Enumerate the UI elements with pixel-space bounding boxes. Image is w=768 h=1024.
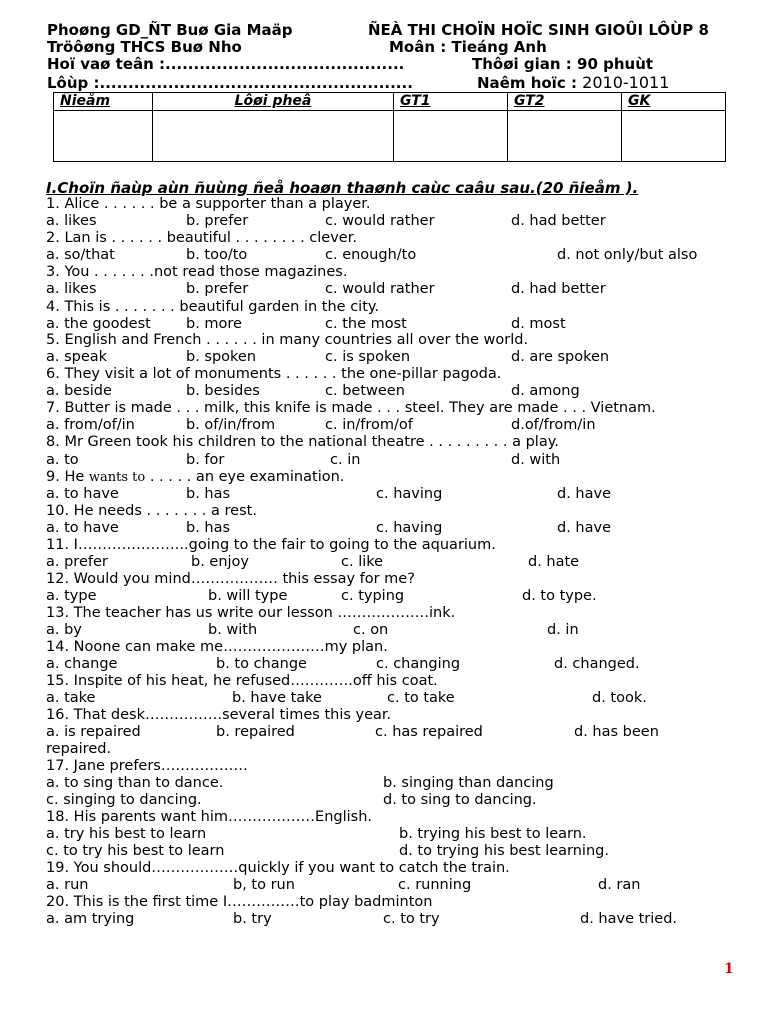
option: a. change	[46, 656, 118, 672]
option: a. from/of/in	[46, 417, 135, 433]
question-12: 12. Would you mind……………… this essay for me?	[46, 571, 415, 587]
option: c. the most	[325, 316, 407, 332]
option-continuation: repaired.	[46, 741, 112, 757]
option: d. hate	[528, 554, 580, 570]
option: b. will type	[208, 588, 288, 604]
option: d. changed.	[554, 656, 640, 672]
comment-header: Lôøi pheâ	[153, 93, 394, 111]
student-name-field: Hoï vaø teân :..........................................	[47, 55, 405, 73]
option: a. the goodest	[46, 316, 151, 332]
school-year-label: Naêm hoïc :	[477, 74, 583, 92]
option: c. on	[353, 622, 389, 638]
option: d. among	[511, 383, 580, 399]
question-9-part1: 9. He	[46, 469, 89, 485]
option: a. so/that	[46, 247, 115, 263]
option: a. by	[46, 622, 82, 638]
option: a. beside	[46, 383, 112, 399]
question-3: 3. You . . . . . . .not read those magazines.	[46, 264, 348, 280]
option: a. type	[46, 588, 97, 604]
option: c. like	[341, 554, 384, 570]
option: b. repaired	[216, 724, 295, 740]
option: b. has	[186, 520, 231, 536]
option: b. besides	[186, 383, 260, 399]
question-10: 10. He needs . . . . . . . a rest.	[46, 503, 257, 519]
option: a. to have	[46, 486, 119, 502]
option: b. trying his best to learn.	[399, 826, 587, 842]
section-title: I.Choïn ñaùp aùn ñuùng ñeå hoaøn thaønh caùc caâu sau.(20 ñieåm ).	[46, 179, 639, 197]
option: c. to try	[383, 911, 440, 927]
question-1: 1. Alice . . . . . . be a supporter than a player.	[46, 196, 371, 212]
option: b. to change	[216, 656, 307, 672]
option: c. having	[376, 486, 443, 502]
department-name: Phoøng GD_ÑT Buø Gia Maäp	[47, 21, 293, 39]
examiner2-cell	[508, 111, 622, 162]
option: b. prefer	[186, 281, 249, 297]
option: c. running	[398, 877, 472, 893]
score-table	[53, 92, 726, 162]
option: b. for	[186, 452, 225, 468]
option: c. in/from/of	[325, 417, 413, 433]
option: c. enough/to	[325, 247, 417, 263]
examiner2-header: GT2	[508, 93, 622, 111]
question-14: 14. Noone can make me…………………my plan.	[46, 639, 388, 655]
school-name: Tröôøng THCS Buø Nho	[47, 38, 242, 56]
option: d. with	[511, 452, 561, 468]
option: c. in	[330, 452, 361, 468]
examiner1-header: GT1	[394, 93, 508, 111]
option: a. prefer	[46, 554, 108, 570]
supervisor-header: GK	[622, 93, 726, 111]
option: a. likes	[46, 213, 97, 229]
option: d. most	[511, 316, 566, 332]
option: d.of/from/in	[511, 417, 596, 433]
question-13: 13. The teacher has us write our lesson ……………….ink.	[46, 605, 456, 621]
option: a. take	[46, 690, 96, 706]
question-7: 7. Butter is made . . . milk, this knife is made . . . steel. They are made . . . Vietnam.	[46, 400, 656, 416]
score-cell	[54, 111, 153, 162]
option: c. having	[376, 520, 443, 536]
option: a. speak	[46, 349, 108, 365]
question-20: 20. This is the first time I……………to play badminton	[46, 894, 433, 910]
option: c. would rather	[325, 213, 435, 229]
option: a. to	[46, 452, 79, 468]
option: b. has	[186, 486, 231, 502]
score-header: Ñieåm	[54, 93, 153, 111]
option: b. with	[208, 622, 258, 638]
option: d. have tried.	[580, 911, 678, 927]
option: b, to run	[233, 877, 295, 893]
question-9-part2: wants to	[88, 470, 146, 485]
option: c. to take	[387, 690, 455, 706]
option: d. in	[547, 622, 579, 638]
option: b. singing than dancing	[383, 775, 554, 791]
option: d. had better	[511, 213, 606, 229]
school-year	[477, 74, 669, 92]
subject: Moân : Tieáng Anh	[389, 38, 547, 56]
question-8: 8. Mr Green took his children to the national theatre . . . . . . . . . a play.	[46, 434, 559, 450]
option: c. has repaired	[375, 724, 483, 740]
option: b. try	[233, 911, 272, 927]
time-allowed: Thôøi gian : 90 phuùt	[472, 55, 654, 73]
examiner1-cell	[394, 111, 508, 162]
question-9	[46, 469, 344, 486]
option: c. to try his best to learn	[46, 843, 225, 859]
class-field: Lôùp :.......................................................	[47, 74, 413, 92]
option: b. of/in/from	[186, 417, 276, 433]
option: c. typing	[341, 588, 405, 604]
option: d. to trying his best learning.	[399, 843, 609, 859]
page-number: 1	[724, 961, 734, 977]
option: b. prefer	[186, 213, 249, 229]
option: b. have take	[232, 690, 322, 706]
option: b. spoken	[186, 349, 257, 365]
option: d. to sing to dancing.	[383, 792, 537, 808]
option: d. ran	[598, 877, 641, 893]
question-15: 15. Inspite of his heat, he refused………….off his coat.	[46, 673, 438, 689]
option: a. try his best to learn	[46, 826, 207, 842]
option: d. had better	[511, 281, 606, 297]
exam-title: ÑEÀ THI CHOÏN HOÏC SINH GIOÛI LÔÙP 8	[368, 21, 709, 39]
question-18: 18. His parents want him………………English.	[46, 809, 372, 825]
option: c. would rather	[325, 281, 435, 297]
question-4: 4. This is . . . . . . . beautiful garden in the city.	[46, 299, 380, 315]
option: d. are spoken	[511, 349, 610, 365]
question-2: 2. Lan is . . . . . . beautiful . . . . . . . . clever.	[46, 230, 357, 246]
option: a. run	[46, 877, 89, 893]
option: b. enjoy	[191, 554, 250, 570]
supervisor-cell	[622, 111, 726, 162]
option: b. too/to	[186, 247, 248, 263]
option: c. is spoken	[325, 349, 411, 365]
option: a. to sing than to dance.	[46, 775, 224, 791]
question-11: 11. I…………………..going to the fair to going to the aquarium.	[46, 537, 496, 553]
option: c. singing to dancing.	[46, 792, 202, 808]
school-year-value: 2010-1011	[582, 73, 670, 92]
option: d. have	[557, 520, 611, 536]
question-19: 19. You should………………quickly if you want to catch the train.	[46, 860, 510, 876]
option: a. to have	[46, 520, 119, 536]
option: c. between	[325, 383, 405, 399]
option: d. has been	[574, 724, 659, 740]
question-16: 16. That desk…………….several times this year.	[46, 707, 392, 723]
question-5: 5. English and French . . . . . . in many countries all over the world.	[46, 332, 529, 348]
option: d. took.	[592, 690, 647, 706]
question-6: 6. They visit a lot of monuments . . . . . . the one-pillar pagoda.	[46, 366, 502, 382]
option: b. more	[186, 316, 242, 332]
option: a. am trying	[46, 911, 135, 927]
option: d. not only/but also	[557, 247, 698, 263]
option: d. to type.	[522, 588, 597, 604]
question-9-part3: . . . . . an eye examination.	[145, 469, 345, 485]
comment-cell	[153, 111, 394, 162]
option: d. have	[557, 486, 611, 502]
option: a. likes	[46, 281, 97, 297]
option: c. changing	[376, 656, 461, 672]
option: a. is repaired	[46, 724, 141, 740]
question-17: 17. Jane prefers………………	[46, 758, 248, 774]
